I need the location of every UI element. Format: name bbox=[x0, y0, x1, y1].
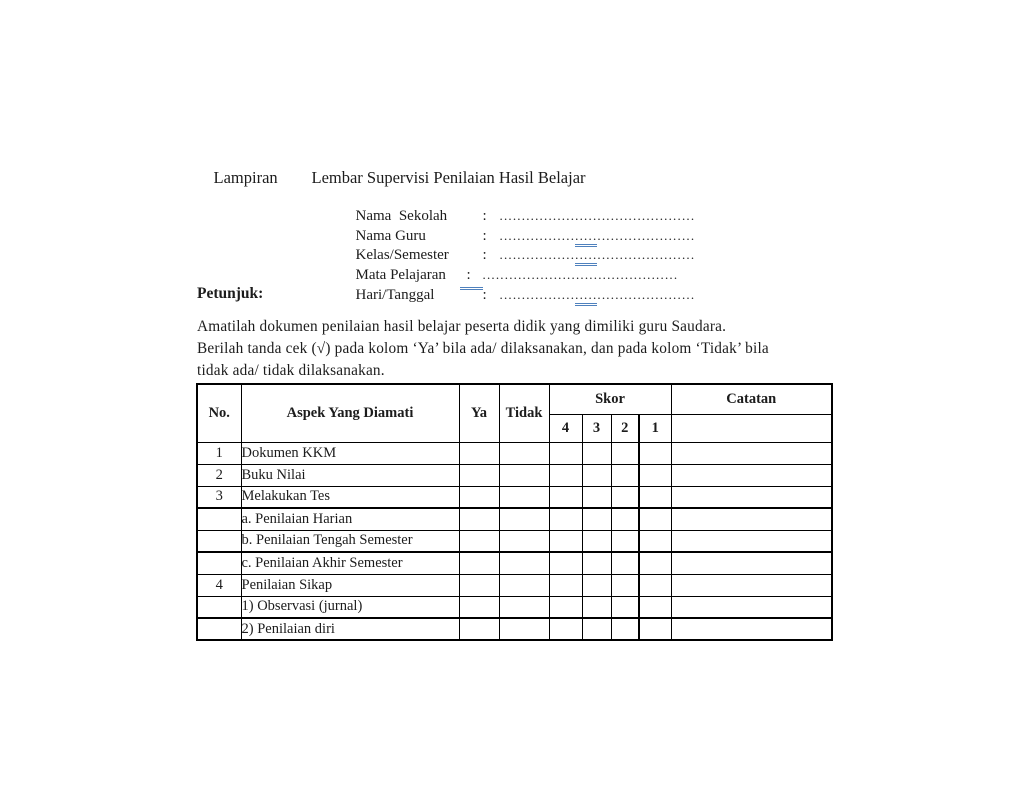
dots-segment: ............................................ bbox=[482, 267, 679, 283]
dots-segment: ................. bbox=[499, 286, 576, 302]
aspek-cell: 1) Observasi (jurnal) bbox=[241, 596, 459, 618]
tidak-cell bbox=[499, 508, 549, 530]
catatan-cell bbox=[671, 618, 832, 640]
ya-cell bbox=[459, 574, 499, 596]
field-colon: : bbox=[482, 247, 487, 264]
field-colon-grammar-marked: : bbox=[460, 266, 483, 290]
catatan-cell bbox=[671, 464, 832, 486]
skor-1-cell bbox=[639, 464, 671, 486]
aspek-cell: a. Penilaian Harian bbox=[241, 508, 459, 530]
grammar-mark: ..... bbox=[575, 287, 597, 306]
catatan-cell bbox=[671, 574, 832, 596]
tidak-cell bbox=[499, 530, 549, 552]
table-row bbox=[197, 508, 832, 530]
skor-1-cell bbox=[639, 618, 671, 640]
aspek-cell: b. Penilaian Tengah Semester bbox=[241, 530, 459, 552]
table-row bbox=[197, 552, 832, 574]
skor-4-cell bbox=[549, 618, 582, 640]
no-cell: 4 bbox=[197, 574, 241, 596]
catatan-cell bbox=[671, 596, 832, 618]
table-row bbox=[197, 596, 832, 618]
catatan-subheader-cell bbox=[671, 414, 832, 442]
grammar-mark: ..... bbox=[575, 228, 597, 247]
skor-1-cell bbox=[639, 442, 671, 464]
skor-4-cell bbox=[549, 552, 582, 574]
catatan-cell bbox=[671, 486, 832, 508]
skor-4-cell bbox=[549, 464, 582, 486]
table-row bbox=[197, 442, 832, 464]
ya-cell bbox=[459, 486, 499, 508]
skor-2-cell bbox=[611, 464, 639, 486]
page-title: Lembar Supervisi Penilaian Hasil Belajar bbox=[311, 168, 586, 187]
skor-1-cell bbox=[639, 530, 671, 552]
col-header-skor: Skor bbox=[549, 384, 671, 414]
field-colon: : bbox=[482, 286, 487, 303]
ya-cell bbox=[459, 464, 499, 486]
tidak-cell bbox=[499, 442, 549, 464]
table-row bbox=[197, 618, 832, 640]
skor-4-cell bbox=[549, 486, 582, 508]
skor-col-3: 3 bbox=[582, 414, 611, 442]
skor-2-cell bbox=[611, 574, 639, 596]
dots-segment: ................. bbox=[499, 227, 576, 243]
skor-3-cell bbox=[582, 530, 611, 552]
skor-3-cell bbox=[582, 552, 611, 574]
instructions-line: Amatilah dokumen penilaian hasil belajar peserta didik yang dimiliki guru Saudara. bbox=[197, 318, 727, 335]
col-header-aspek: Aspek Yang Diamati bbox=[241, 384, 459, 442]
table-row bbox=[197, 530, 832, 552]
table-row bbox=[197, 574, 832, 596]
table-row bbox=[197, 486, 832, 508]
no-cell bbox=[197, 552, 241, 574]
skor-3-cell bbox=[582, 596, 611, 618]
dotted-fill-line bbox=[500, 208, 696, 223]
dots-segment: ...................... bbox=[597, 247, 696, 263]
skor-4-cell bbox=[549, 442, 582, 464]
aspek-cell: c. Penilaian Akhir Semester bbox=[241, 552, 459, 574]
ya-cell bbox=[459, 618, 499, 640]
dots-segment: ...................... bbox=[597, 286, 696, 302]
skor-1-cell bbox=[639, 508, 671, 530]
no-cell bbox=[197, 508, 241, 530]
skor-2-cell bbox=[611, 618, 639, 640]
skor-2-cell bbox=[611, 442, 639, 464]
aspek-cell: Penilaian Sikap bbox=[241, 574, 459, 596]
skor-4-cell bbox=[549, 596, 582, 618]
field-label-kelas-semester: Kelas/Semester bbox=[355, 247, 449, 264]
dotted-fill-line bbox=[500, 247, 696, 266]
field-colon: : bbox=[482, 227, 487, 244]
col-header-ya: Ya bbox=[459, 384, 499, 442]
no-cell: 2 bbox=[197, 464, 241, 486]
dotted-fill-line bbox=[483, 267, 679, 282]
ya-cell bbox=[459, 442, 499, 464]
skor-1-cell bbox=[639, 596, 671, 618]
dotted-fill-line bbox=[500, 287, 696, 306]
skor-4-cell bbox=[549, 574, 582, 596]
skor-1-cell bbox=[639, 486, 671, 508]
field-colon: : bbox=[482, 207, 487, 224]
field-label-nama-guru: Nama Guru bbox=[355, 227, 426, 244]
aspek-cell: Dokumen KKM bbox=[241, 442, 459, 464]
catatan-cell bbox=[671, 552, 832, 574]
dotted-fill-line bbox=[500, 228, 696, 247]
ya-cell bbox=[459, 596, 499, 618]
grammar-mark: ..... bbox=[575, 247, 597, 266]
dots-segment: ................. bbox=[499, 247, 576, 263]
skor-4-cell bbox=[549, 530, 582, 552]
skor-col-4: 4 bbox=[549, 414, 582, 442]
skor-4-cell bbox=[549, 508, 582, 530]
field-label-hari-tanggal: Hari/Tanggal bbox=[355, 286, 435, 303]
ya-cell bbox=[459, 552, 499, 574]
catatan-cell bbox=[671, 530, 832, 552]
instructions-line: Berilah tanda cek (√) pada kolom ‘Ya’ bila ada/ dilaksanakan, dan pada kolom ‘Tidak’ bila bbox=[197, 340, 769, 357]
skor-3-cell bbox=[582, 618, 611, 640]
lampiran-label: Lampiran bbox=[213, 168, 278, 187]
aspek-cell: Buku Nilai bbox=[241, 464, 459, 486]
instructions-line: tidak ada/ tidak dilaksanakan. bbox=[197, 362, 385, 379]
instructions-heading: Petunjuk: bbox=[197, 285, 264, 302]
aspek-cell: 2) Penilaian diri bbox=[241, 618, 459, 640]
col-header-catatan: Catatan bbox=[671, 384, 832, 414]
skor-2-cell bbox=[611, 486, 639, 508]
skor-3-cell bbox=[582, 442, 611, 464]
col-header-no: No. bbox=[197, 384, 241, 442]
field-label-nama-sekolah: Nama Sekolah bbox=[355, 207, 448, 224]
instructions-paragraph bbox=[197, 316, 769, 382]
skor-1-cell bbox=[639, 552, 671, 574]
skor-2-cell bbox=[611, 508, 639, 530]
no-cell bbox=[197, 596, 241, 618]
no-cell bbox=[197, 530, 241, 552]
tidak-cell bbox=[499, 574, 549, 596]
dots-segment: ...................... bbox=[597, 227, 696, 243]
no-cell bbox=[197, 618, 241, 640]
no-cell: 1 bbox=[197, 442, 241, 464]
supervision-table bbox=[196, 383, 833, 641]
dots-segment: ............................................ bbox=[499, 207, 696, 223]
catatan-cell bbox=[671, 508, 832, 530]
skor-1-cell bbox=[639, 574, 671, 596]
catatan-cell bbox=[671, 442, 832, 464]
table-row bbox=[197, 464, 832, 486]
skor-2-cell bbox=[611, 552, 639, 574]
field-label-mata-pelajaran: Mata Pelajaran bbox=[355, 267, 446, 284]
tidak-cell bbox=[499, 618, 549, 640]
col-header-tidak: Tidak bbox=[499, 384, 549, 442]
skor-col-2: 2 bbox=[611, 414, 639, 442]
ya-cell bbox=[459, 508, 499, 530]
ya-cell bbox=[459, 530, 499, 552]
skor-col-1: 1 bbox=[639, 414, 671, 442]
tidak-cell bbox=[499, 552, 549, 574]
skor-2-cell bbox=[611, 530, 639, 552]
aspek-cell: Melakukan Tes bbox=[241, 486, 459, 508]
skor-3-cell bbox=[582, 508, 611, 530]
tidak-cell bbox=[499, 596, 549, 618]
tidak-cell bbox=[499, 464, 549, 486]
form-field-nama-sekolah bbox=[333, 186, 696, 224]
skor-3-cell bbox=[582, 574, 611, 596]
tidak-cell bbox=[499, 486, 549, 508]
table-header-row bbox=[197, 384, 832, 414]
no-cell: 3 bbox=[197, 486, 241, 508]
skor-3-cell bbox=[582, 464, 611, 486]
skor-3-cell bbox=[582, 486, 611, 508]
identity-form bbox=[333, 186, 696, 303]
skor-2-cell bbox=[611, 596, 639, 618]
